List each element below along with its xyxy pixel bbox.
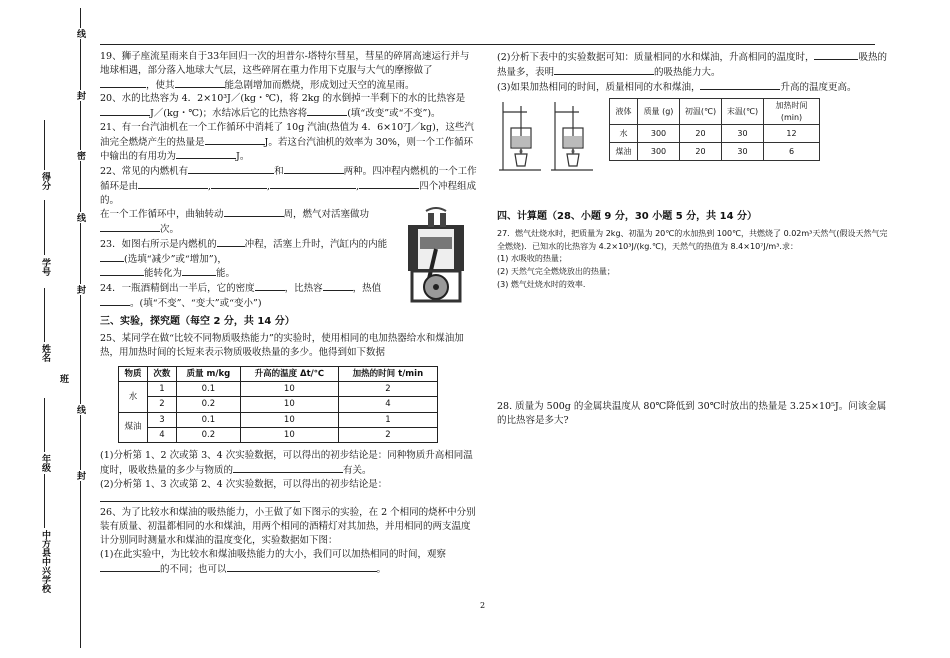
- table-header: 末温(℃): [722, 99, 764, 125]
- table-row: [119, 382, 438, 397]
- binding-mark: 线: [73, 28, 86, 39]
- table-cell: 0.2: [176, 428, 240, 443]
- school-label: 中方县中兴学校: [40, 530, 51, 593]
- grade-label: 年级: [40, 454, 51, 472]
- table-header: 加热时间 (min): [764, 99, 820, 125]
- table-cell: 3: [147, 412, 176, 427]
- table-row: [119, 428, 438, 443]
- binding-margin: [0, 0, 92, 658]
- section-3-title: 三、实验，探究题（每空 2 分，共 14 分）: [100, 315, 295, 327]
- table-cell: 12: [764, 125, 820, 143]
- question-25: 25、某同学在做“比较不同物质吸热能力”的实验时，使用相同的电加热器给水和煤油加热，用加热时间的长短来表示物质吸收热量的多少。他得到如下数据: [100, 333, 464, 359]
- binding-mark: 封: [73, 470, 86, 481]
- blank[interactable]: [284, 164, 344, 174]
- table-row: [119, 412, 438, 427]
- blank[interactable]: [700, 80, 780, 90]
- table-row: [610, 125, 820, 143]
- table-cell: 10: [240, 382, 338, 397]
- table-header: 初温(℃): [680, 99, 722, 125]
- binding-mark: 封: [73, 284, 86, 295]
- blank[interactable]: [307, 106, 347, 116]
- question-25-2: (2)分析第 1、3 次或第 2、4 次实验数据，可以得出的初步结论是：: [100, 478, 478, 507]
- section-4-title: 四、计算题（28、小题 9 分，30 小题 5 分，共 14 分）: [497, 211, 758, 223]
- student-id-label: 学号: [40, 258, 51, 276]
- experiment-apparatus-illustration: [497, 98, 601, 180]
- table-26: [609, 98, 820, 161]
- table-cell: 10: [240, 412, 338, 427]
- table-cell: 2: [147, 397, 176, 412]
- question-21: 21、有一台汽油机在一个工作循环中消耗了 10g 汽油(热值为 4．6×10⁷J／kg)，这些汽油完全燃烧产生的热量是 J。若这台汽油机的效率为 30%，则一个工作循环中输出的有用功为 J。: [100, 121, 474, 163]
- blank[interactable]: [138, 179, 208, 189]
- score-label: 得分: [40, 172, 51, 190]
- blank[interactable]: [100, 106, 150, 116]
- table-cell: 4: [338, 397, 437, 412]
- table-header: 质量 m/kg: [176, 366, 240, 381]
- blank[interactable]: [100, 78, 146, 88]
- blank[interactable]: [175, 78, 225, 88]
- table-cell: 水: [610, 125, 638, 143]
- name-label: 姓名: [40, 344, 51, 362]
- binding-mark: 封: [73, 90, 86, 101]
- table-header: 质量 (g): [638, 99, 680, 125]
- table-cell: 1: [338, 412, 437, 427]
- blank[interactable]: [211, 179, 267, 189]
- blank[interactable]: [224, 207, 284, 217]
- table-header: 液体: [610, 99, 638, 125]
- field-rule: [44, 398, 45, 452]
- blank[interactable]: [100, 296, 130, 306]
- blank[interactable]: [359, 179, 419, 189]
- header-rule: [100, 44, 875, 45]
- blank[interactable]: [814, 50, 858, 60]
- table-cell: 10: [240, 397, 338, 412]
- left-column: [100, 50, 478, 576]
- table-25: [118, 366, 438, 444]
- table-cell: 20: [680, 125, 722, 143]
- question-19: 19、狮子座流星雨来自于33年回归一次的坦普尔-塔特尔彗星，彗星的碎屑高速运行并与地球相遇，部分落入地球大气层，这些碎屑在重力作用下克服与大气的摩擦做了，使其 能急剧增加而燃烧，形成划过天空的流星雨。: [100, 51, 470, 91]
- blank[interactable]: [176, 149, 236, 159]
- binding-mark: 密: [73, 150, 86, 161]
- table-cell: 6: [764, 143, 820, 161]
- blank[interactable]: [100, 492, 300, 502]
- table-cell: 煤油: [610, 143, 638, 161]
- table-cell: 0.1: [176, 412, 240, 427]
- table-cell: 煤油: [119, 412, 148, 443]
- table-cell: 300: [638, 143, 680, 161]
- question-25-1: (1)分析第 1、2 次或第 3、4 次实验数据，可以得出的初步结论是：同种物质升高相同温度时，吸收热量的多少与物质的 有关。: [100, 450, 473, 477]
- table-cell: 4: [147, 428, 176, 443]
- field-rule: [44, 288, 45, 342]
- blank[interactable]: [182, 266, 216, 276]
- blank[interactable]: [100, 252, 124, 262]
- experiment-figure: [497, 98, 892, 180]
- blank[interactable]: [100, 222, 160, 232]
- question-22-cont: 在一个工作循环中，曲轴转动 周，燃气对活塞做功次。: [100, 209, 370, 236]
- table-cell: 0.1: [176, 382, 240, 397]
- blank[interactable]: [217, 237, 245, 247]
- blank[interactable]: [227, 562, 377, 572]
- blank[interactable]: [100, 266, 144, 276]
- table-cell: 2: [338, 428, 437, 443]
- blank[interactable]: [100, 562, 160, 572]
- question-27: 27．燃气灶烧水时，把质量为 2kg、初温为 20℃的水加热到 100℃，共燃烧了 0.02m³天然气(假设天然气完全燃烧)．已知水的比热容为 4.2×10³J/(kg.℃)，天然气的热值为 8.4×10⁷J/m³.求： (1) 水吸收的热量； (2) 天然气完全燃烧放出的热量； (3) 燃气灶烧水时的效率.: [497, 228, 888, 289]
- question-20: 20、水的比热容为 4．2×10³J／(kg・℃)，将 2kg 的水倒掉一半剩下的水的比热容是J／(kg・℃)；水结冰后它的比热容将 (填“改变”或“不变”)。: [100, 93, 466, 120]
- question-24: 24．一瓶酒精倒出一半后，它的密度 ，比热容 ，热值。(填“不变”、“变大”或“变小”): [100, 283, 382, 310]
- blank[interactable]: [188, 164, 274, 174]
- question-23: 23．如图右所示是内燃机的 冲程，活塞上升时，汽缸内的内能(选填“减少”或“增加”)， 能转化为 能。: [100, 238, 388, 280]
- field-rule: [44, 120, 45, 170]
- table-header: 升高的温度 Δt/℃: [240, 366, 338, 381]
- table-cell: 2: [338, 382, 437, 397]
- table-cell: 水: [119, 382, 148, 413]
- question-26-2: (2)分析下表中的实验数据可知：质量相同的水和煤油，升高相同的温度时， 吸热的热量多，表明 的吸热能力大。: [497, 52, 887, 78]
- binding-line: [80, 8, 81, 648]
- blank[interactable]: [270, 179, 356, 189]
- binding-mark: 线: [73, 404, 86, 415]
- engine-diagram: [398, 207, 474, 303]
- table-row: [610, 143, 820, 161]
- table-header: 次数: [147, 366, 176, 381]
- table-cell: 1: [147, 382, 176, 397]
- question-26-1: (1)在此实验中，为比较水和煤油吸热能力的大小，我们可以加热相同的时间，观察的不同；也可以 。: [100, 548, 446, 575]
- blank[interactable]: [205, 135, 265, 145]
- table-cell: 30: [722, 143, 764, 161]
- table-row: [119, 397, 438, 412]
- blank[interactable]: [323, 281, 353, 291]
- question-26: 26、为了比较水和煤油的吸热能力，小王做了如下图示的实验，在 2 个相同的烧杯中分别装有质量、初温都相同的水和煤油，用两个相同的酒精灯对其加热，并用相同的两支温度计分别同时测量水和煤油的温度变化，实验数据如下图：: [100, 507, 476, 546]
- field-rule: [44, 200, 45, 255]
- field-rule: [44, 474, 45, 528]
- table-header: 加热的时间 t/min: [338, 366, 437, 381]
- question-26-3: (3)如果加热相同的时间，质量相同的水和煤油， 升高的温度更高。: [497, 81, 857, 93]
- question-28: 28. 质量为 500g 的金属块温度从 80℃降低到 30℃时放出的热量是 3.25×10⁵J。问该金属的比热容是多大?: [497, 400, 887, 426]
- question-22: 22、常见的内燃机有 和 两种。四冲程内燃机的一个工作循环是由 , , , 四个冲程组成的。: [100, 166, 477, 206]
- class-label: 班: [58, 374, 69, 383]
- table-cell: 20: [680, 143, 722, 161]
- table-cell: 30: [722, 125, 764, 143]
- blank[interactable]: [255, 281, 285, 291]
- table-cell: 0.2: [176, 397, 240, 412]
- right-column: [497, 50, 892, 427]
- table-header: 物质: [119, 366, 148, 381]
- blank[interactable]: [554, 65, 654, 75]
- table-cell: 10: [240, 428, 338, 443]
- page-number: 2: [480, 601, 486, 610]
- binding-mark: 线: [73, 212, 86, 223]
- blank[interactable]: [233, 463, 343, 473]
- table-cell: 300: [638, 125, 680, 143]
